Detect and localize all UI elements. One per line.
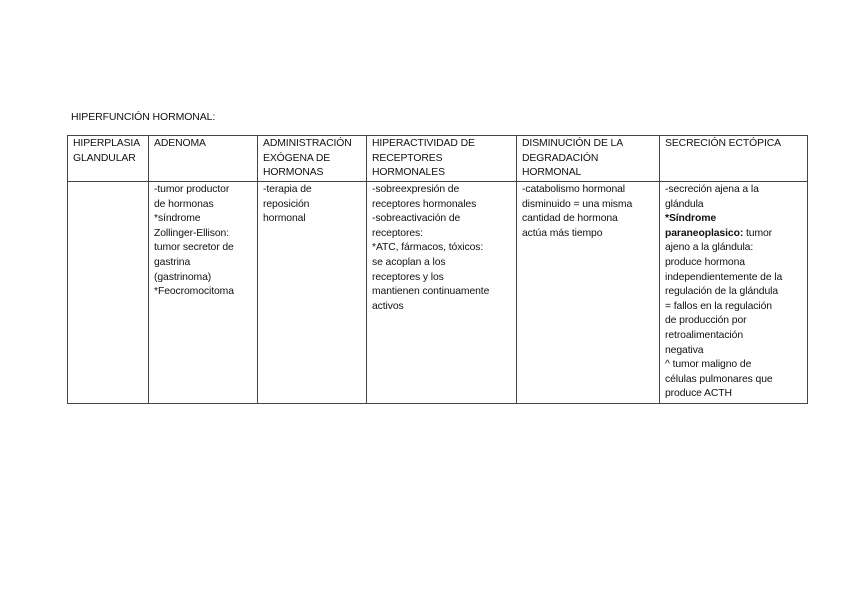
body-cell-hiperplasia [68, 182, 149, 404]
cell-line: glándula [665, 198, 704, 210]
cell-line: tumor secretor de [154, 242, 234, 254]
cell-line: cantidad de hormona [522, 213, 618, 225]
cell-line: RECEPTORES [372, 152, 443, 164]
cell-line: negativa [665, 344, 704, 356]
document-title: HIPERFUNCIÓN HORMONAL: [71, 111, 216, 123]
cell-line: *ATC, fármacos, tóxicos: [372, 242, 484, 254]
cell-line: de hormonas [154, 198, 214, 210]
body-cell-secrecion [660, 182, 808, 404]
cell-line: -sobreexpresión de [372, 184, 460, 195]
cell-line: HORMONAL [522, 167, 582, 179]
cell-line: -catabolismo hormonal [522, 184, 626, 195]
cell-line: HIPERACTIVIDAD DE [372, 138, 475, 149]
cell-line: DEGRADACIÓN [522, 152, 599, 164]
cell-line-mixed [665, 227, 804, 242]
cell-line: DISMINUCIÓN DE LA [522, 138, 624, 149]
cell-line: ADENOMA [154, 138, 206, 149]
header-cell-administracion [258, 136, 367, 182]
cell-line: células pulmonares que [665, 373, 773, 385]
cell-line: receptores y los [372, 271, 444, 283]
cell-line: -tumor productor [154, 184, 230, 195]
table-header-row [68, 136, 808, 182]
cell-bold-text: paraneoplasico: [665, 227, 744, 239]
cell-line: ADMINISTRACIÓN [263, 138, 352, 149]
cell-line: -sobreactivación de [372, 213, 461, 225]
cell-line: independientemente de la [665, 271, 783, 283]
cell-line: ^ tumor maligno de [665, 359, 752, 371]
cell-line: gastrina [154, 256, 191, 268]
cell-line: -terapia de [263, 184, 312, 195]
cell-line: Zollinger-Ellison: [154, 227, 230, 239]
cell-line: GLANDULAR [73, 152, 136, 164]
cell-line: mantienen continuamente [372, 286, 490, 298]
cell-line: -secreción ajena a la [665, 184, 759, 195]
cell-plain-text: tumor [745, 227, 773, 239]
cell-line: receptores: [372, 227, 423, 239]
cell-line: *Feocromocitoma [154, 286, 234, 298]
cell-line: HORMONALES [372, 167, 445, 179]
header-cell-disminucion [517, 136, 660, 182]
cell-line: reposición [263, 198, 310, 210]
cell-line: produce ACTH [665, 388, 732, 400]
cell-line: retroalimentación [665, 329, 744, 341]
body-cell-disminucion [517, 182, 660, 404]
body-cell-adenoma [149, 182, 258, 404]
cell-line: HIPERPLASIA [73, 138, 141, 149]
cell-line: de producción por [665, 315, 747, 327]
cell-line-bold: *Síndrome [665, 213, 717, 225]
cell-line: se acoplan a los [372, 256, 446, 268]
cell-line: produce hormona [665, 256, 745, 268]
cell-line: hormonal [263, 213, 306, 225]
header-cell-hiperplasia [68, 136, 149, 182]
cell-line: HORMONAS [263, 167, 324, 179]
body-cell-hiperactividad [367, 182, 517, 404]
cell-line: = fallos en la regulación [665, 300, 772, 312]
cell-line: *síndrome [154, 213, 201, 225]
cell-line: actúa más tiempo [522, 227, 603, 239]
cell-line: regulación de la glándula [665, 286, 779, 298]
header-cell-secrecion [660, 136, 808, 182]
cell-line: disminuido = una misma [522, 198, 633, 210]
cell-line: SECRECIÓN ECTÓPICA [665, 138, 781, 149]
header-cell-hiperactividad [367, 136, 517, 182]
body-cell-administracion [258, 182, 367, 404]
cell-line: activos [372, 300, 404, 312]
cell-line: EXÓGENA DE [263, 152, 331, 164]
hormone-table [67, 135, 808, 404]
header-cell-adenoma [149, 136, 258, 182]
cell-line: (gastrinoma) [154, 271, 212, 283]
cell-line: ajeno a la glándula: [665, 242, 754, 254]
table-body-row [68, 182, 808, 404]
cell-line: receptores hormonales [372, 198, 477, 210]
